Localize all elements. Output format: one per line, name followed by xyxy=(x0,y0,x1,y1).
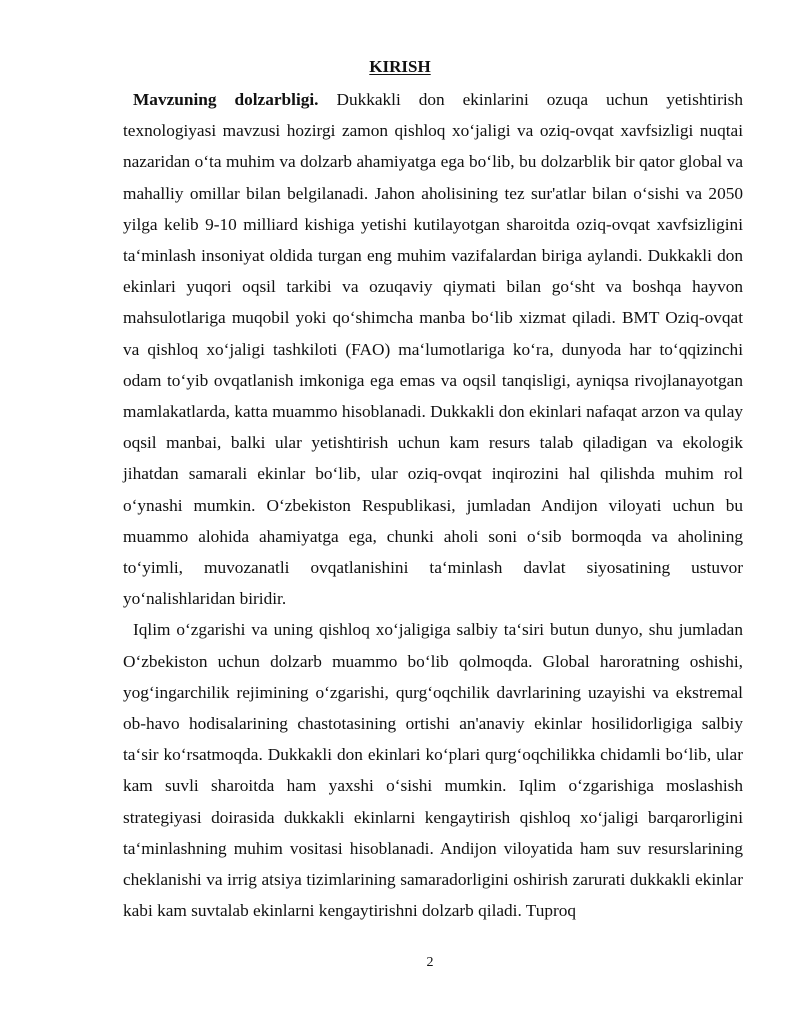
section-title: KIRISH xyxy=(369,57,431,76)
paragraph-text: Dukkakli don ekinlarini ozuqa uchun yetishtirish texnologiyasi mavzusi hozirgi zamon qishloq xo‘jaligi va oziq-ovqat xavfsizligi nuqtai nazaridan o‘ta muhim va dolzarb ahamiyatga ega bo‘lib, bu dolzarblik bir qator global va mahalliy omillar bilan belgilanadi. Jahon aholisining tez sur'atlar bilan o‘sishi va 2050 yilga kelib 9-10 milliard kishiga yetishi kutilayotgan sharoitda oziq-ovqat xavfsizligini ta‘minlash insoniyat oldida turgan eng muhim vazifalardan biriga aylandi. Dukkakli don ekinlari yuqori oqsil tarkibi va ozuqaviy qiymati bilan go‘sht va boshqa hayvon mahsulotlariga muqobil yoki qo‘shimcha manba bo‘lib xizmat qiladi. BMT Oziq-ovqat va qishloq xo‘jaligi tashkiloti (FAO) ma‘lumotlariga ko‘ra, dunyoda har to‘qqizinchi odam to‘yib ovqatlanish imkoniga ega emas va oqsil tanqisligi, ayniqsa rivojlanayotgan mamlakatlarda, katta muammo hisoblanadi. Dukkakli don ekinlari nafaqat arzon va qulay oqsil manbai, balki ular yetishtirish uchun kam resurs talab qiladigan va ekologik jihatdan samarali ekinlar bo‘lib, ular oziq-ovqat inqirozini hal qilishda muhim rol o‘ynashi mumkin. O‘zbekiston Respublikasi, jumladan Andijon viloyati uchun bu muammo alohida ahamiyatga ega, chunki aholi soni o‘sib bormoqda va aholining to‘yimli, muvozanatli ovqatlanishini ta‘minlash davlat siyosatining ustuvor yo‘nalishlaridan biridir. xyxy=(123,90,743,609)
paragraph-text: Iqlim o‘zgarishi va uning qishloq xo‘jaligiga salbiy ta‘siri butun dunyo, shu jumladan O‘zbekiston uchun dolzarb muammo bo‘lib qolmoqda. Global haroratning oshishi, yog‘ingarchilik rejimining o‘zgarishi, qurg‘oqchilik davrlarining uzayishi va ekstremal ob-havo hodisalarining chastotasining ortishi an'anaviy ekinlar hosilidorligiga salbiy ta‘sir ko‘rsatmoqda. Dukkakli don ekinlari ko‘plari qurg‘oqchilikka chidamli bo‘lib, ular kam suvli sharoitda ham yaxshi o‘sishi mumkin. Iqlim o‘zgarishiga moslashish strategiyasi doirasida dukkakli ekinlarni kengaytirish qishloq xo‘jaligi barqarorligini ta‘minlashning muhim vositasi hisoblanadi. Andijon viloyatida ham suv resurslarining cheklanishi va irrig atsiya tizimlarining samaradorligini oshirish zarurati dukkakli ekinlar kabi kam suvtalab ekinlarni kengaytirishni dolzarb qiladi. Tuproq xyxy=(123,620,743,921)
body-text xyxy=(123,84,743,926)
paragraph-relevance xyxy=(123,84,743,614)
page-number: 2 xyxy=(426,955,434,970)
paragraph-climate xyxy=(123,614,743,926)
paragraph-lead: Mavzuning dolzarbligi. xyxy=(133,90,319,109)
